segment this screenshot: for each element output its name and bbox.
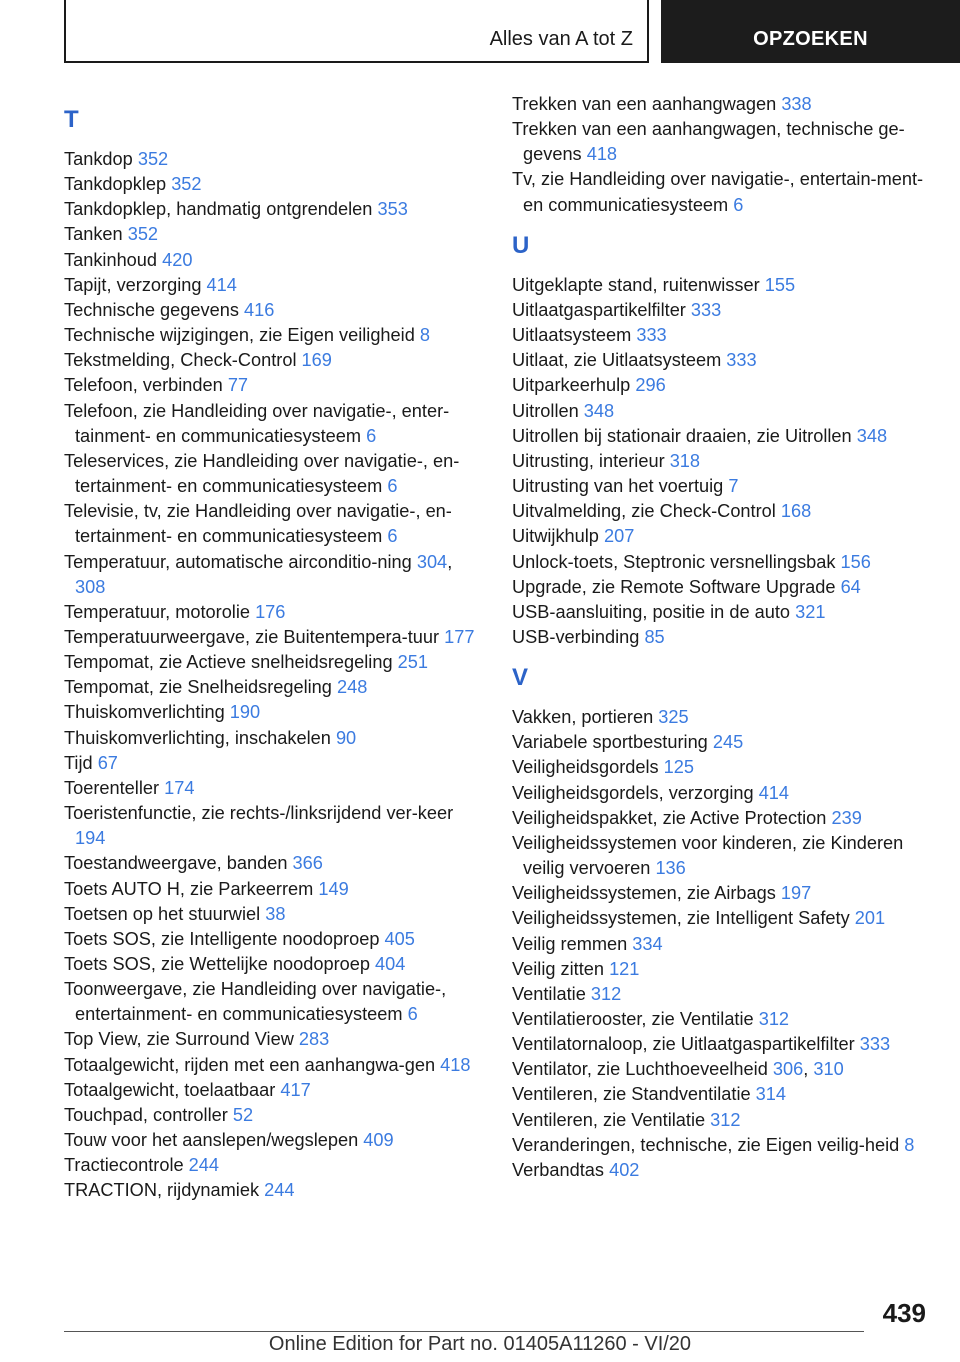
- tab-az-label: Alles van A tot Z: [489, 28, 633, 50]
- index-entry-text: Tankdop: [64, 149, 138, 169]
- page-link[interactable]: 176: [255, 601, 286, 622]
- index-entry-text: Uitlaatgaspartikelfilter: [512, 299, 691, 320]
- index-entry: [64, 977, 484, 1027]
- index-entry-text: Tekstmelding, Check-Control: [64, 350, 302, 371]
- index-entry-text: Telefoon, zie Handleiding over navigatie-, enter-tainment- en communicatiesysteem: [64, 400, 450, 446]
- index-entry-text: Tankinhoud: [64, 249, 163, 270]
- index-entry: [512, 474, 932, 499]
- index-entry-text: Tijd: [64, 752, 98, 773]
- page-link[interactable]: 333: [726, 350, 757, 371]
- index-entry-text: Totaalgewicht, rijden met een aanhangwa-gen: [64, 1054, 441, 1075]
- index-entry: [64, 298, 484, 323]
- page-link[interactable]: 121: [609, 958, 640, 979]
- page-link[interactable]: 334: [632, 933, 663, 954]
- index-entry-text: Thuiskomverlichting: [64, 702, 230, 723]
- index-entry: [64, 273, 484, 298]
- index-entry: [512, 273, 932, 298]
- index-entry-text: Uitwijkhulp: [512, 526, 604, 547]
- index-entry: [64, 1027, 484, 1052]
- index-entry-text: Uitparkeerhulp: [512, 375, 636, 396]
- index-entry-text: Tempomat, zie Snelheidsregeling: [64, 677, 337, 698]
- page-link[interactable]: 333: [636, 325, 667, 346]
- page-link[interactable]: 90: [335, 727, 357, 748]
- page-link[interactable]: 244: [188, 1155, 220, 1176]
- section-letter-u: U: [512, 231, 530, 259]
- tab-alles-van-a-tot-z[interactable]: [64, 0, 649, 63]
- index-entry: [512, 449, 932, 474]
- index-entry: [64, 323, 484, 348]
- index-entry: [64, 902, 484, 927]
- page-link[interactable]: 321: [795, 601, 826, 622]
- index-entry-text: Thuiskomverlichting, inschakelen: [64, 727, 336, 748]
- page-link[interactable]: 417: [280, 1079, 311, 1100]
- page-link[interactable]: 306: [772, 1059, 804, 1080]
- index-entry-text: Touw voor het aanslepen/wegslepen: [64, 1130, 364, 1151]
- index-entry-text: Toeristenfunctie, zie rechts-/linksrijdend ver-keer: [64, 803, 454, 824]
- index-entry: [512, 524, 932, 549]
- index-column-left: [64, 92, 484, 1204]
- index-entry-text: Veiligheidsgordels, verzorging: [512, 782, 759, 803]
- index-entry-text: Uitvalmelding, zie Check-Control: [512, 501, 781, 522]
- index-entry: [64, 1103, 484, 1128]
- index-entry: [512, 806, 932, 831]
- index-entry: [64, 726, 484, 751]
- index-entry-text: Vakken, portieren: [512, 707, 659, 728]
- page-link[interactable]: 38: [265, 903, 286, 924]
- index-entry: [64, 147, 484, 172]
- page-link[interactable]: 404: [375, 954, 406, 974]
- page-link[interactable]: 201: [854, 908, 886, 929]
- page-link[interactable]: 85: [644, 626, 665, 647]
- page-link[interactable]: 67: [97, 752, 118, 773]
- index-entry: [512, 881, 932, 906]
- index-entry-text: Telefoon, verbinden: [64, 375, 228, 396]
- page-link[interactable]: 348: [583, 400, 615, 421]
- index-entry: [512, 705, 932, 730]
- page-link[interactable]: 409: [363, 1130, 394, 1151]
- page-link[interactable]: 64: [840, 576, 861, 597]
- page-link[interactable]: 418: [440, 1054, 471, 1075]
- index-entry-text: Ventileren, zie Ventilatie: [512, 1109, 711, 1130]
- index-entry: [512, 1032, 932, 1057]
- page-link[interactable]: 197: [780, 883, 812, 904]
- index-entry-text: Temperatuur, automatische airconditio-ning: [64, 551, 417, 572]
- index-entry-text: Veilig remmen: [512, 933, 633, 954]
- index-entry: [512, 906, 932, 931]
- index-entry: [64, 650, 484, 675]
- index-entry-text: Totaalgewicht, toelaatbaar: [64, 1079, 281, 1100]
- page-link[interactable]: 318: [669, 450, 701, 471]
- index-entry-text: Temperatuur, motorolie: [64, 601, 256, 622]
- footer-edition-text: Online Edition for Part no. 01405A11260 - VI/20: [268, 1333, 692, 1355]
- index-entry-text: Touchpad, controller: [64, 1104, 233, 1125]
- index-entry: [512, 575, 932, 600]
- index-column-right: [512, 92, 932, 1183]
- index-entry-text: Toets AUTO H, zie Parkeerrem: [64, 878, 319, 899]
- index-entry: [512, 730, 932, 755]
- page-link[interactable]: 416: [243, 299, 275, 320]
- index-entry: [512, 298, 932, 323]
- index-entry: [512, 399, 932, 424]
- page-link[interactable]: 312: [710, 1109, 741, 1130]
- index-entry: [64, 348, 484, 373]
- index-entry: [64, 248, 484, 273]
- index-entry: [64, 449, 484, 499]
- page-link[interactable]: 366: [292, 853, 323, 874]
- entries-u: [512, 273, 932, 650]
- page-link[interactable]: 420: [162, 249, 193, 270]
- index-entry-text: Technische wijzigingen, zie Eigen veiligheid: [64, 325, 420, 346]
- index-entry: [64, 172, 484, 197]
- page-link[interactable]: 352: [171, 174, 202, 195]
- page-link[interactable]: 8: [419, 325, 430, 346]
- index-entry-text: Toonweergave, zie Handleiding over navigatie-, entertainment- en communicatiesysteem: [64, 979, 447, 1025]
- page-link[interactable]: 77: [227, 375, 249, 396]
- page-link[interactable]: 6: [366, 425, 377, 446]
- page-link[interactable]: 177: [444, 626, 475, 647]
- index-entry: [512, 499, 932, 524]
- index-entry-text: Verbandtas: [512, 1159, 610, 1180]
- index-entry: [512, 373, 932, 398]
- page-link[interactable]: 405: [384, 928, 415, 949]
- index-entry-text: Tankdopklep: [64, 174, 172, 195]
- index-entry-text: Toets SOS, zie Intelligente noodoproep: [64, 928, 385, 949]
- page-link[interactable]: 308: [75, 576, 106, 597]
- index-entry: [64, 675, 484, 700]
- page-link[interactable]: 8: [904, 1134, 915, 1155]
- page-link[interactable]: 174: [164, 777, 195, 798]
- index-entry-text: Unlock-toets, Steptronic versnellingsbak: [512, 551, 841, 572]
- page-link[interactable]: 310: [813, 1059, 844, 1080]
- index-entry: [512, 1082, 932, 1107]
- index-entry-text: Tanken: [64, 224, 128, 245]
- index-entry-text: Uitrusting van het voertuig: [512, 476, 729, 497]
- index-entry-text: Uitlaatsysteem: [512, 325, 637, 346]
- section-letter-v: V: [512, 664, 529, 692]
- index-entry: [64, 700, 484, 725]
- index-entry: [64, 373, 484, 398]
- page-link[interactable]: 333: [690, 299, 722, 320]
- entries-t: [64, 147, 484, 1204]
- footer-edition: [0, 1333, 960, 1356]
- index-entry-text: Ventilatie: [512, 983, 591, 1004]
- index-entry: [512, 781, 932, 806]
- index-entry: [64, 625, 484, 650]
- index-entry: [64, 751, 484, 776]
- index-entry-text: Trekken van een aanhangwagen: [512, 94, 782, 114]
- index-entry-text: USB-verbinding: [512, 626, 645, 647]
- page-link[interactable]: 296: [635, 375, 666, 396]
- index-entry: [64, 1078, 484, 1103]
- page-link[interactable]: 52: [232, 1104, 254, 1125]
- section-letter-t: T: [64, 106, 79, 133]
- index-entry-text: Toetsen op het stuurwiel: [64, 903, 266, 924]
- index-entry-text: Veiligheidssystemen, zie Intelligent Safety: [512, 908, 855, 929]
- index-entry-text: Tractiecontrole: [64, 1155, 189, 1176]
- entries-v: [512, 705, 932, 1183]
- page-link[interactable]: 325: [658, 707, 689, 728]
- index-entry: [64, 877, 484, 902]
- index-entry-text: Toerenteller: [64, 777, 165, 798]
- page-link[interactable]: 312: [590, 983, 622, 1004]
- index-entry-text: Ventilatierooster, zie Ventilatie: [512, 1009, 759, 1029]
- index-entry: [512, 323, 932, 348]
- index-entry-text: Veiligheidssystemen, zie Airbags: [512, 883, 781, 904]
- index-entry-text: Temperatuurweergave, zie Buitentempera-tuur: [64, 626, 445, 647]
- page-link[interactable]: 125: [663, 757, 695, 778]
- index-entry-text: Upgrade, zie Remote Software Upgrade: [512, 576, 841, 597]
- footer-divider: [64, 1331, 864, 1332]
- index-entry: [512, 600, 932, 625]
- page-link[interactable]: 168: [780, 501, 812, 522]
- index-entry-text: Ventilatornaloop, zie Uitlaatgaspartikelfilter: [512, 1034, 860, 1055]
- index-entry: [64, 1128, 484, 1153]
- page-number: 439: [882, 1298, 926, 1328]
- page-link[interactable]: 353: [377, 199, 408, 220]
- page-link[interactable]: 245: [712, 732, 744, 753]
- page-link[interactable]: 6: [733, 194, 744, 215]
- index-entry-text: Tapijt, verzorging: [64, 274, 207, 295]
- index-entry-text: USB-aansluiting, positie in de auto: [512, 601, 796, 622]
- page-link[interactable]: 402: [609, 1159, 640, 1180]
- index-entry: [512, 1158, 932, 1183]
- index-entry-text: Uitgeklapte stand, ruitenwisser: [512, 274, 765, 295]
- index-entry-text: Uitrusting, interieur: [512, 450, 670, 471]
- entries-t-continued: [512, 92, 932, 218]
- index-entry-text: Veilig zitten: [512, 958, 610, 979]
- page-link[interactable]: 312: [758, 1009, 790, 1029]
- index-entry: [512, 424, 932, 449]
- page-link[interactable]: 352: [127, 224, 159, 245]
- index-entry-text: Televisie, tv, zie Handleiding over navigatie-, en-tertainment- en communicatiesysteem: [64, 501, 452, 547]
- page-link[interactable]: 314: [755, 1084, 787, 1105]
- page-link[interactable]: 251: [397, 652, 428, 673]
- page-link[interactable]: 338: [781, 94, 812, 114]
- index-entry: [512, 1133, 932, 1158]
- index-entry-text: Ventileren, zie Standventilatie: [512, 1084, 756, 1105]
- page-link[interactable]: 149: [318, 878, 349, 899]
- index-entry: [512, 982, 932, 1007]
- index-entry-text: Tv, zie Handleiding over navigatie-, entertain-ment- en communicatiesysteem: [512, 169, 924, 215]
- index-entry-text: Trekken van een aanhangwagen, technische ge-gevens: [512, 119, 905, 165]
- tab-opzoeken[interactable]: [661, 0, 960, 63]
- index-entry: [64, 927, 484, 952]
- index-entry: [512, 932, 932, 957]
- page-link[interactable]: 418: [586, 144, 618, 165]
- index-entry: Temperatuur, automatische airconditio-ning 304, 308: [64, 551, 453, 597]
- page-link[interactable]: 155: [764, 274, 796, 295]
- index-entry: [512, 1108, 932, 1133]
- index-entry-text: Teleservices, zie Handleiding over navigatie-, en-tertainment- en communicatiesysteem: [64, 450, 460, 497]
- index-entry: [64, 952, 484, 977]
- index-entry-text: Veiligheidssystemen voor kinderen, zie Kinderen veilig vervoeren: [512, 832, 904, 879]
- index-entry: [64, 1178, 484, 1203]
- index-entry-text: Toestandweergave, banden: [64, 853, 293, 874]
- index-entry: [64, 776, 484, 801]
- index-entry-text: Ventilator, zie Luchthoeveelheid: [512, 1059, 773, 1080]
- page-link[interactable]: 248: [336, 677, 368, 698]
- page-link[interactable]: 352: [137, 149, 169, 169]
- index-entry: Ventilator, zie Luchthoeveelheid 306, 310: [512, 1059, 844, 1080]
- index-entry-text: Variabele sportbesturing: [512, 732, 713, 753]
- index-entry-text: Uitlaat, zie Uitlaatsysteem: [512, 350, 727, 371]
- index-entry-text: Top View, zie Surround View: [64, 1029, 299, 1050]
- index-entry: [64, 851, 484, 876]
- index-entry: [64, 399, 484, 449]
- page-link[interactable]: 414: [758, 782, 790, 803]
- index-entry: [64, 222, 484, 247]
- index-entry: [512, 167, 932, 217]
- index-entry: [512, 755, 932, 780]
- page-link[interactable]: 7: [728, 476, 739, 497]
- page-link[interactable]: 304: [416, 551, 448, 572]
- page-link[interactable]: 239: [831, 807, 862, 828]
- index-entry: [64, 801, 484, 851]
- index-entry: [64, 600, 484, 625]
- page-link[interactable]: 283: [298, 1029, 330, 1050]
- index-entry-text: Uitrollen bij stationair draaien, zie Uitrollen: [512, 425, 857, 446]
- index-entry: [512, 117, 932, 167]
- index-entry-text: Tempomat, zie Actieve snelheidsregeling: [64, 652, 398, 673]
- page-link[interactable]: 6: [407, 1004, 418, 1025]
- index-entry: [512, 957, 932, 982]
- index-entry-text: Veiligheidsgordels: [512, 757, 664, 778]
- index-entry: [512, 92, 932, 117]
- index-entry-text: Veiligheidspakket, zie Active Protection: [512, 807, 832, 828]
- index-entry-text: TRACTION, rijdynamiek: [64, 1180, 265, 1201]
- page-link[interactable]: 190: [229, 702, 261, 723]
- page-link[interactable]: 6: [387, 526, 398, 547]
- index-entry: [64, 1153, 484, 1178]
- index-entry-text: Tankdopklep, handmatig ontgrendelen: [64, 199, 378, 220]
- page-link[interactable]: 156: [840, 551, 871, 572]
- page-link[interactable]: 414: [206, 274, 237, 295]
- tab-search-label: OPZOEKEN: [753, 28, 868, 50]
- index-entry-text: Uitrollen: [512, 400, 584, 421]
- index-entry-text: Technische gegevens: [64, 299, 244, 320]
- index-entry: [512, 831, 932, 881]
- page-link[interactable]: 194: [75, 828, 106, 849]
- page-link[interactable]: 6: [387, 476, 398, 497]
- page-link[interactable]: 348: [856, 425, 888, 446]
- page-link[interactable]: 136: [655, 858, 686, 879]
- index-entry-text: Veranderingen, technische, zie Eigen veilig-heid: [512, 1134, 905, 1155]
- index-entry: [64, 197, 484, 222]
- page-link[interactable]: 244: [264, 1180, 295, 1201]
- page-link[interactable]: 169: [301, 350, 332, 371]
- index-entry: [512, 625, 932, 650]
- page-link[interactable]: 333: [859, 1034, 891, 1055]
- index-entry: [512, 1007, 932, 1032]
- page-link[interactable]: 207: [603, 526, 635, 547]
- index-entry: [512, 348, 932, 373]
- index-entry: [64, 1053, 484, 1078]
- index-entry-text: Toets SOS, zie Wettelijke noodoproep: [64, 954, 376, 974]
- index-entry: [512, 550, 932, 575]
- index-entry: [64, 499, 484, 549]
